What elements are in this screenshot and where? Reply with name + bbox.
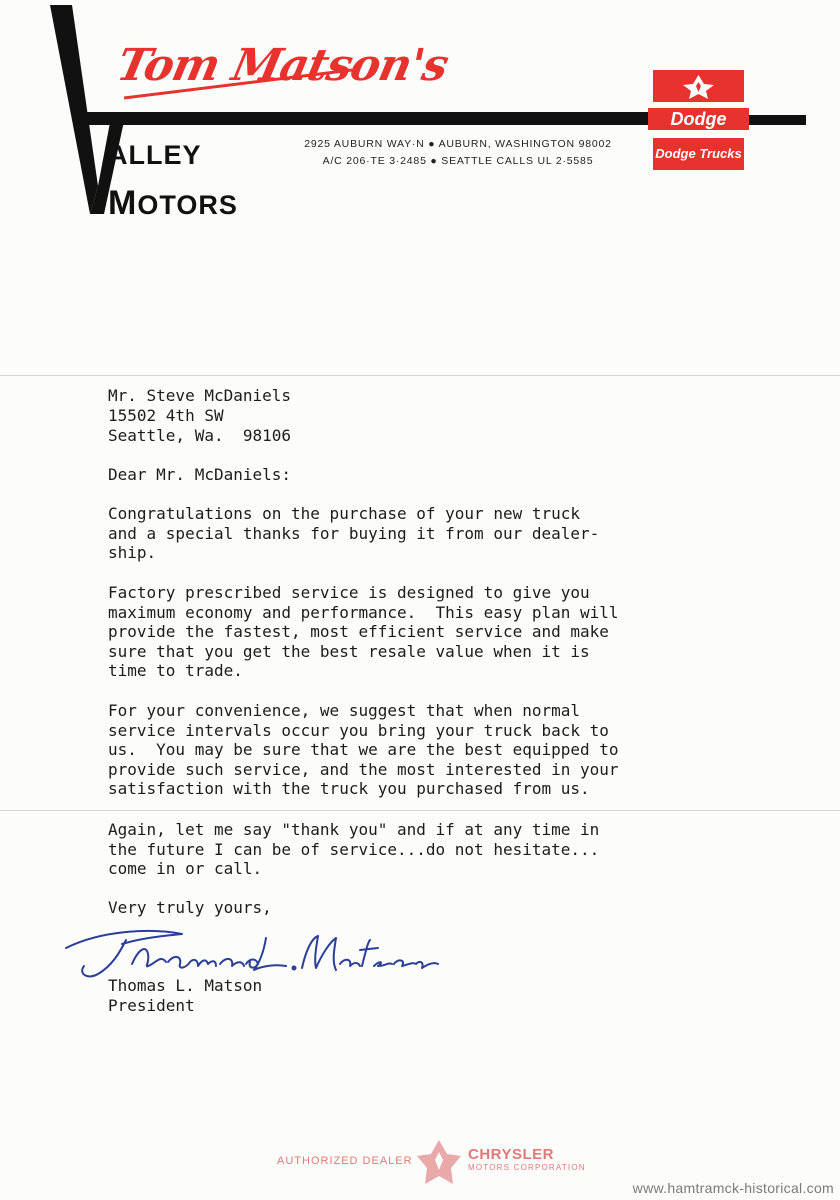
- salutation: Dear Mr. McDaniels:: [108, 465, 292, 484]
- signer-name: Thomas L. Matson: [108, 976, 263, 995]
- company-name-motors-cap: M: [108, 184, 138, 222]
- company-name-valley-text: ALLEY: [108, 140, 202, 170]
- address-line-1: 2925 AUBURN WAY·N ● AUBURN, WASHINGTON 98002: [304, 138, 612, 150]
- recipient-street: 15502 4th SW: [108, 406, 224, 425]
- dealer-script-title: Tom Matson's: [112, 40, 453, 91]
- paragraph-2: Factory prescribed service is designed to give you maximum economy and performance. This easy plan will provide the fastest, most efficient service and make sure that you get the best resale value when it is time to trade.: [108, 583, 619, 680]
- company-name-valley: [108, 140, 202, 171]
- paragraph-1: Congratulations on the purchase of your new truck and a special thanks for buying it from our dealer- ship.: [108, 504, 600, 562]
- closing: Very truly yours,: [108, 898, 272, 917]
- paper-fold-line: [0, 810, 840, 811]
- dodge-logo: Dodge: [648, 108, 749, 130]
- paragraph-4: Again, let me say "thank you" and if at any time in the future I can be of service...do not hesitate... come in or call.: [108, 820, 600, 878]
- recipient-city: Seattle, Wa. 98106: [108, 426, 292, 445]
- paragraph-3: For your convenience, we suggest that when normal service intervals occur you bring your truck back to us. You may be sure that we are the best equipped to provide such service, and the most interested in your satisfaction with the truck you purchased from us.: [108, 701, 619, 798]
- paper-fold-line: [0, 375, 840, 376]
- chrysler-pentastar-icon: [415, 1138, 463, 1186]
- recipient-name: Mr. Steve McDaniels: [108, 386, 292, 405]
- watermark: www.hamtramck-historical.com: [632, 1180, 834, 1196]
- letterhead-rule: [74, 112, 649, 125]
- chrysler-subtitle: MOTORS CORPORATION: [468, 1163, 586, 1172]
- dodge-trucks-logo: Dodge Trucks: [653, 138, 744, 170]
- chrysler-logo-text: CHRYSLER: [468, 1146, 554, 1163]
- dodge-pentastar-badge: [653, 70, 744, 102]
- pentastar-icon: [653, 70, 744, 102]
- address-line-2: A/C 206·TE 3·2485 ● SEATTLE CALLS UL 2·5585: [322, 155, 594, 167]
- company-name-motors-text: OTORS: [137, 190, 238, 220]
- authorized-dealer-label: AUTHORIZED DEALER: [277, 1155, 413, 1167]
- big-v-logo: [50, 5, 98, 214]
- letterhead-rule-right: [748, 115, 806, 125]
- signer-title: President: [108, 996, 195, 1015]
- company-name-motors: [108, 184, 238, 223]
